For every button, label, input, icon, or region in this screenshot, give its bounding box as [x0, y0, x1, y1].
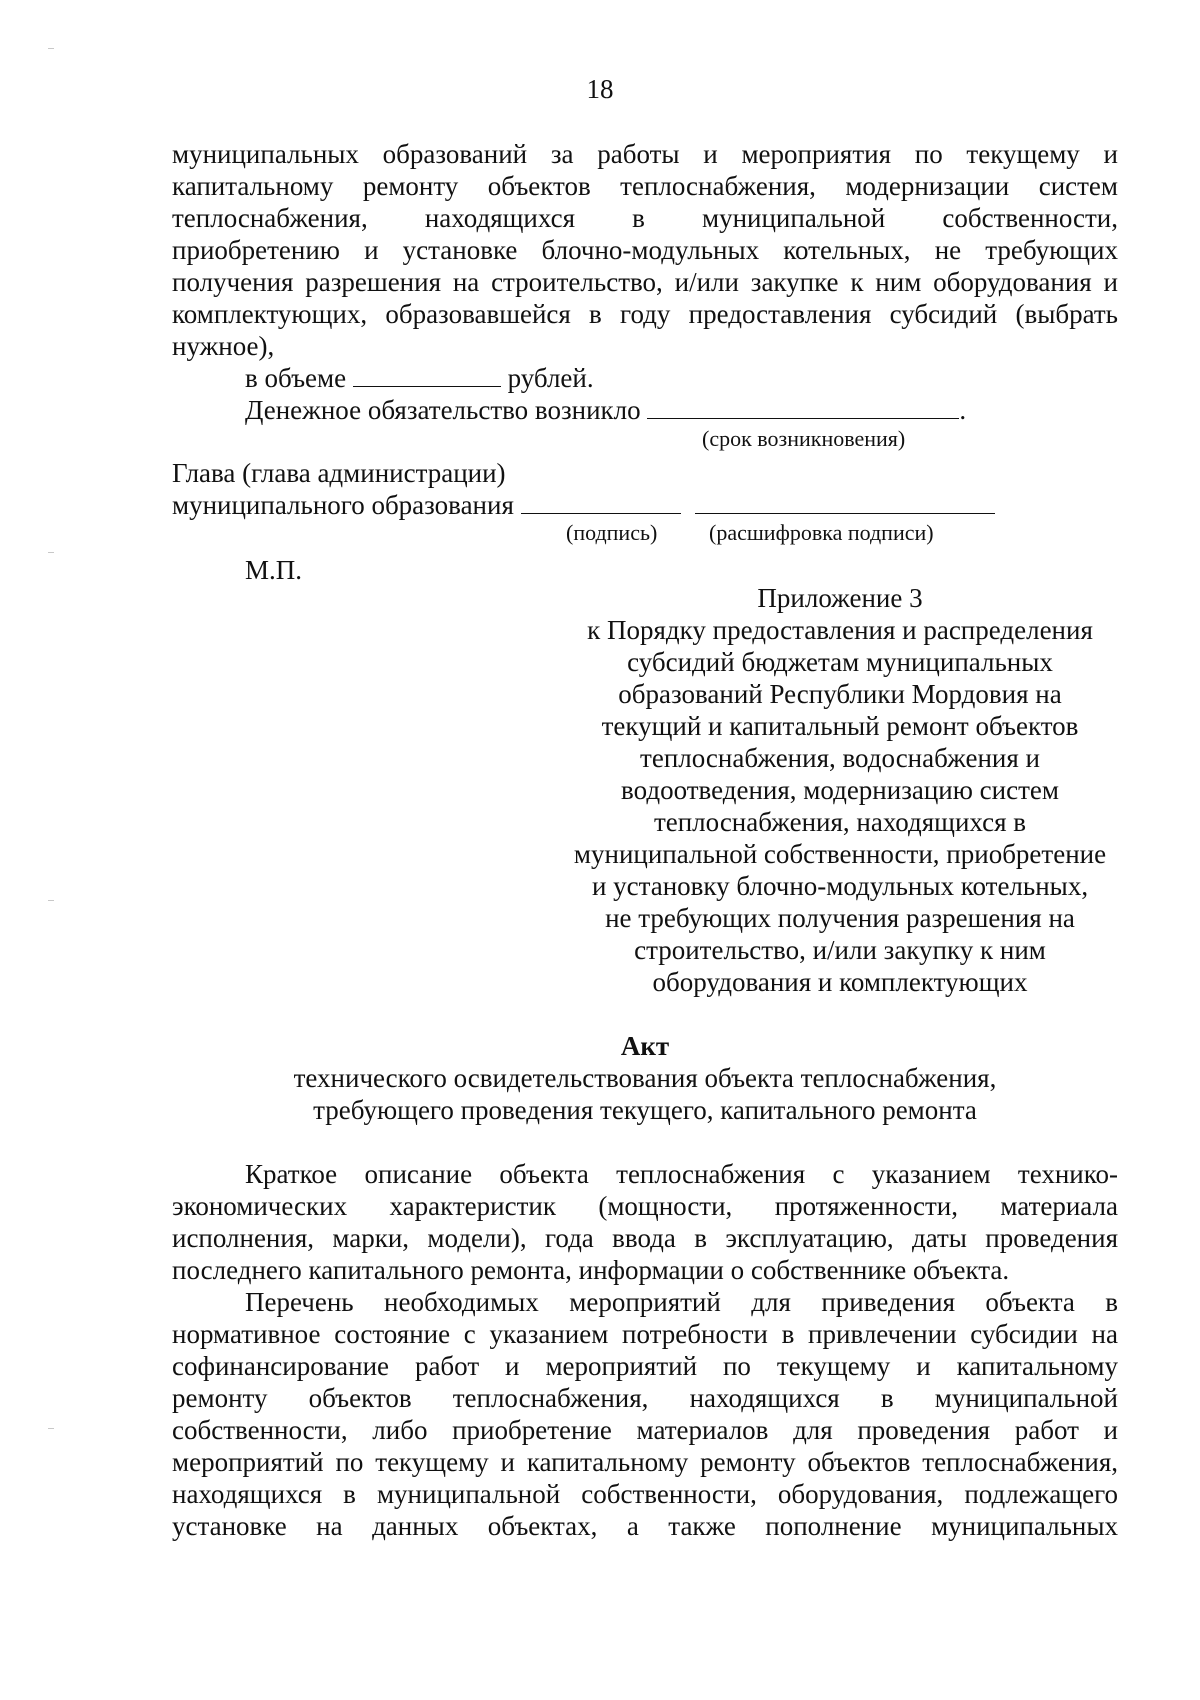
- scan-mark: [48, 552, 54, 553]
- para1-line: нужное),: [172, 331, 275, 361]
- scan-mark: [48, 48, 54, 49]
- para3-line: нормативное состояние с указанием потребности в привлечении субсидии на: [172, 1319, 1118, 1349]
- obligation-blank: [647, 394, 959, 419]
- appendix-line: оборудования и комплектующих: [652, 967, 1028, 997]
- appendix-line: не требующих получения разрешения на: [605, 903, 1075, 933]
- caption-decoding: (расшифровка подписи): [709, 520, 934, 545]
- para3-line: находящихся в муниципальной собственности, оборудования, подлежащего: [172, 1479, 1118, 1509]
- para2-line: Краткое описание объекта теплоснабжения с указанием технико-: [245, 1159, 1118, 1189]
- appendix-line: к Порядку предоставления и распределения: [587, 615, 1093, 645]
- para1-line: комплектующих, образовавшейся в году предоставления субсидий (выбрать: [172, 299, 1118, 329]
- obligation-line: [245, 394, 966, 426]
- head-title-text: муниципального образования: [172, 490, 514, 520]
- para2-line: последнего капитального ремонта, информации о собственнике объекта.: [172, 1255, 1010, 1285]
- para3-line: софинансирование работ и мероприятий по текущему и капитальному: [172, 1351, 1118, 1381]
- page-number: 18: [586, 74, 614, 104]
- obligation-end: .: [959, 395, 967, 425]
- para1-line: теплоснабжения, находящихся в муниципальной собственности,: [172, 203, 1118, 233]
- appendix-line: муниципальной собственности, приобретение: [573, 839, 1107, 869]
- appendix-line: водоотведения, модернизацию систем: [621, 775, 1059, 805]
- para2-line: исполнения, марки, модели), года ввода в эксплуатацию, даты проведения: [172, 1223, 1118, 1253]
- para2-line: экономических характеристик (мощности, протяженности, материала: [172, 1191, 1118, 1221]
- appendix-line: субсидий бюджетам муниципальных: [627, 647, 1053, 677]
- appendix-line: теплоснабжения, находящихся в: [653, 807, 1027, 837]
- appendix-line: теплоснабжения, водоснабжения и: [640, 743, 1040, 773]
- scan-mark: [48, 1428, 54, 1429]
- obligation-text: Денежное обязательство возникло: [245, 395, 641, 425]
- scan-mark: [48, 900, 54, 901]
- para1-line: капитальному ремонту объектов теплоснабжения, модернизации систем: [172, 171, 1118, 201]
- caption-signature: (подпись): [566, 520, 658, 545]
- para1-line: получения разрешения на строительство, и/или закупке к ним оборудования и: [172, 267, 1118, 297]
- act-subtitle-line: технического освидетельствования объекта теплоснабжения,: [293, 1063, 997, 1093]
- para3-line: мероприятий по текущему и капитальному ремонту объектов теплоснабжения,: [172, 1447, 1118, 1477]
- para3-line: собственности, либо приобретение материалов для проведения работ и: [172, 1415, 1118, 1445]
- caption-term: (срок возникновения): [702, 426, 906, 451]
- appendix-line: текущий и капитальный ремонт объектов: [601, 711, 1079, 741]
- act-subtitle-line: требующего проведения текущего, капитального ремонта: [313, 1095, 977, 1125]
- head-title-line1: Глава (глава администрации): [172, 458, 506, 488]
- para1-line: муниципальных образований за работы и мероприятия по текущему и: [172, 139, 1118, 169]
- decoding-blank: [695, 489, 995, 514]
- appendix-line: строительство, и/или закупку к ним: [634, 935, 1046, 965]
- volume-suffix: рублей.: [507, 363, 594, 393]
- volume-blank: [353, 362, 501, 387]
- signature-blank: [521, 489, 681, 514]
- head-title-line2: [172, 489, 995, 521]
- para3-line: установке на данных объектах, а также пополнение муниципальных: [172, 1511, 1118, 1541]
- act-title: Акт: [620, 1031, 670, 1061]
- para3-line: ремонту объектов теплоснабжения, находящихся в муниципальной: [172, 1383, 1118, 1413]
- volume-prefix: в объеме: [245, 363, 347, 393]
- appendix-title: Приложение 3: [757, 583, 923, 613]
- appendix-line: образований Республики Мордовия на: [618, 679, 1062, 709]
- volume-line: [245, 362, 594, 394]
- para1-line: приобретению и установке блочно-модульных котельных, не требующих: [172, 235, 1118, 265]
- stamp-label: М.П.: [245, 555, 303, 585]
- appendix-line: и установку блочно-модульных котельных,: [591, 871, 1089, 901]
- para3-line: Перечень необходимых мероприятий для приведения объекта в: [245, 1287, 1118, 1317]
